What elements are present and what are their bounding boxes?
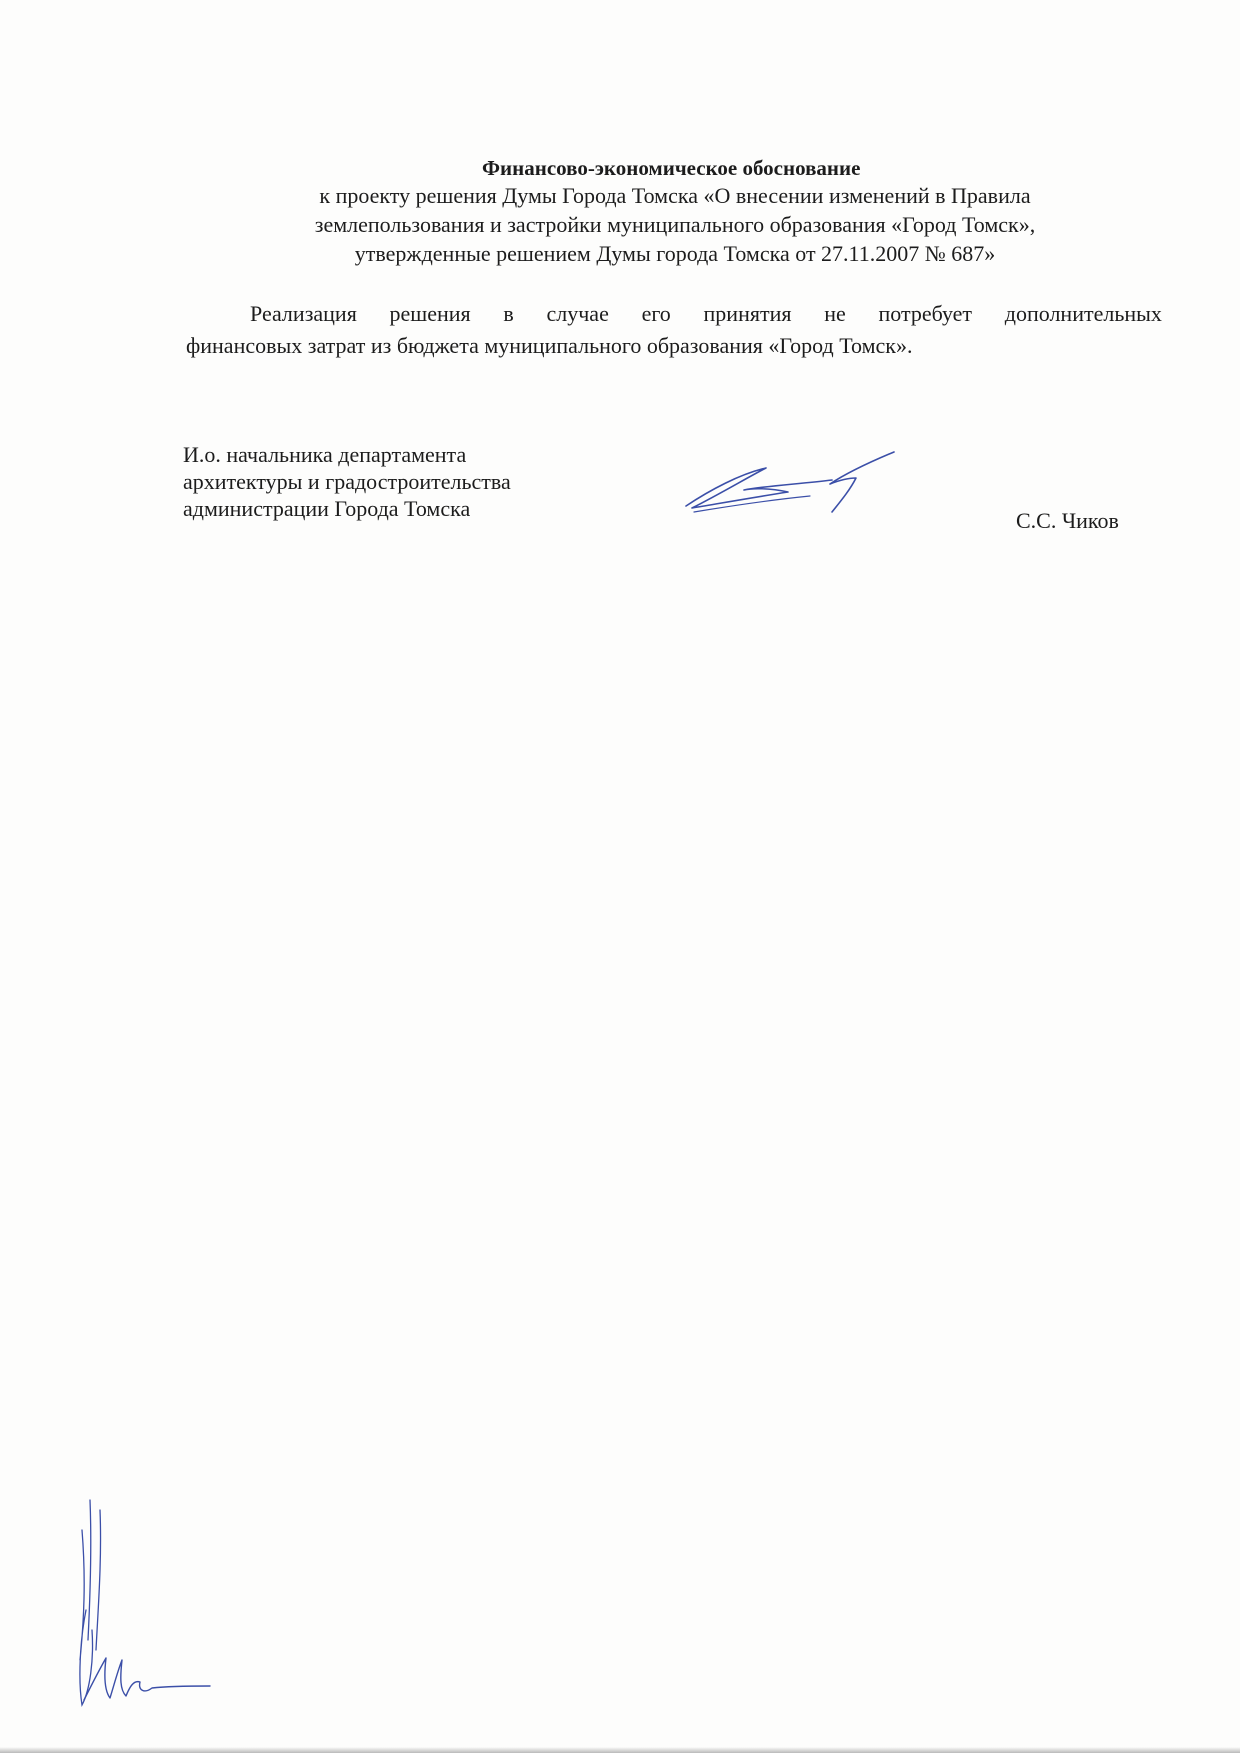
document-title: Финансово-экономическое обоснование xyxy=(482,156,861,180)
position-line: архитектуры и градостроительства xyxy=(183,469,511,494)
scan-edge-shadow xyxy=(0,1747,1240,1753)
body-word: его xyxy=(641,301,671,326)
margin-initials-signature xyxy=(60,1490,220,1715)
subtitle-line: землепользования и застройки муниципального образования «Город Томск», xyxy=(314,212,1036,237)
subtitle-line: к проекту решения Думы Города Томска «О внесении изменений в Правила xyxy=(319,183,1031,208)
body-word: в xyxy=(503,301,514,326)
body-word: Реализация xyxy=(250,301,357,326)
body-word: дополнительных xyxy=(1004,301,1162,326)
body-word: не xyxy=(824,301,846,326)
body-word: потребует xyxy=(878,301,973,326)
handwritten-signature xyxy=(680,450,920,520)
body-word: принятия xyxy=(703,301,792,326)
signer-name: С.С. Чиков xyxy=(1016,508,1119,533)
body-word: решения xyxy=(389,301,471,326)
body-paragraph xyxy=(186,298,1162,362)
body-line xyxy=(186,298,1162,330)
body-line: финансовых затрат из бюджета муниципального образования «Город Томск». xyxy=(186,333,913,358)
position-line: И.о. начальника департамента xyxy=(183,442,467,467)
position-line: администрации Города Томска xyxy=(183,496,471,521)
signer-position xyxy=(183,441,511,522)
document-subtitle xyxy=(200,181,1150,268)
subtitle-line: утвержденные решением Думы города Томска от 27.11.2007 № 687» xyxy=(354,241,996,266)
body-word: случае xyxy=(546,301,609,326)
